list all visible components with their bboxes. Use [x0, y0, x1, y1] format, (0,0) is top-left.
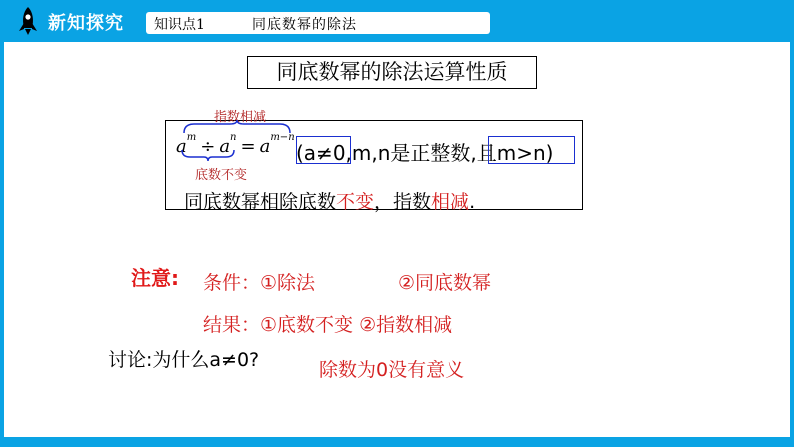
topic-banner: [146, 12, 490, 34]
discussion-question: 讨论:为什么a≠0?: [108, 349, 260, 371]
exponent-m: m: [186, 132, 197, 143]
rule-part-period: .: [469, 191, 476, 213]
topic-number: 知识点1: [154, 17, 205, 33]
header-bar: [0, 0, 794, 42]
rule-part-unchanged: 不变: [336, 191, 375, 213]
footer-bar: [0, 437, 794, 447]
exponent-label: 指数相减: [214, 110, 267, 125]
rule-sentence: [184, 187, 475, 214]
rule-part-subtract: 相减: [431, 191, 470, 213]
equals-sign: =: [240, 136, 256, 157]
frame-right-border: [790, 42, 794, 437]
condition-text: (a≠0,m,n是正整数,且m>n): [296, 141, 554, 165]
result-exponent: m−n: [270, 132, 295, 143]
base-a2: a: [219, 136, 231, 157]
conditions-item-2: ②同底数幂: [398, 272, 492, 294]
page-title: 同底数幂的除法运算性质: [276, 60, 508, 84]
exponent-n: n: [230, 132, 237, 143]
discussion-answer: 除数为0没有意义: [319, 359, 465, 381]
frame-left-border: [0, 42, 4, 437]
rocket-icon: [18, 6, 38, 36]
divide-sign: ÷: [200, 136, 216, 157]
conditions-line: 条件：①除法: [203, 272, 316, 294]
rule-part-1: 同底数幂相除底数: [184, 191, 337, 213]
topic-title: 同底数幂的除法: [252, 17, 357, 33]
note-title: 注意:: [131, 266, 179, 290]
base-label: 底数不变: [195, 168, 248, 183]
rule-part-3: ，指数: [374, 191, 432, 213]
results-line: 结果：①底数不变 ②指数相减: [203, 314, 453, 336]
highlight-box-m-gt-n: [488, 136, 575, 164]
base-a3: a: [259, 136, 271, 157]
module-label: 新知探究: [48, 13, 124, 34]
base-a1: a: [176, 136, 187, 157]
highlight-box-a-nonzero: [296, 136, 351, 164]
base-brace: [178, 150, 238, 162]
heading-box: [247, 56, 537, 89]
